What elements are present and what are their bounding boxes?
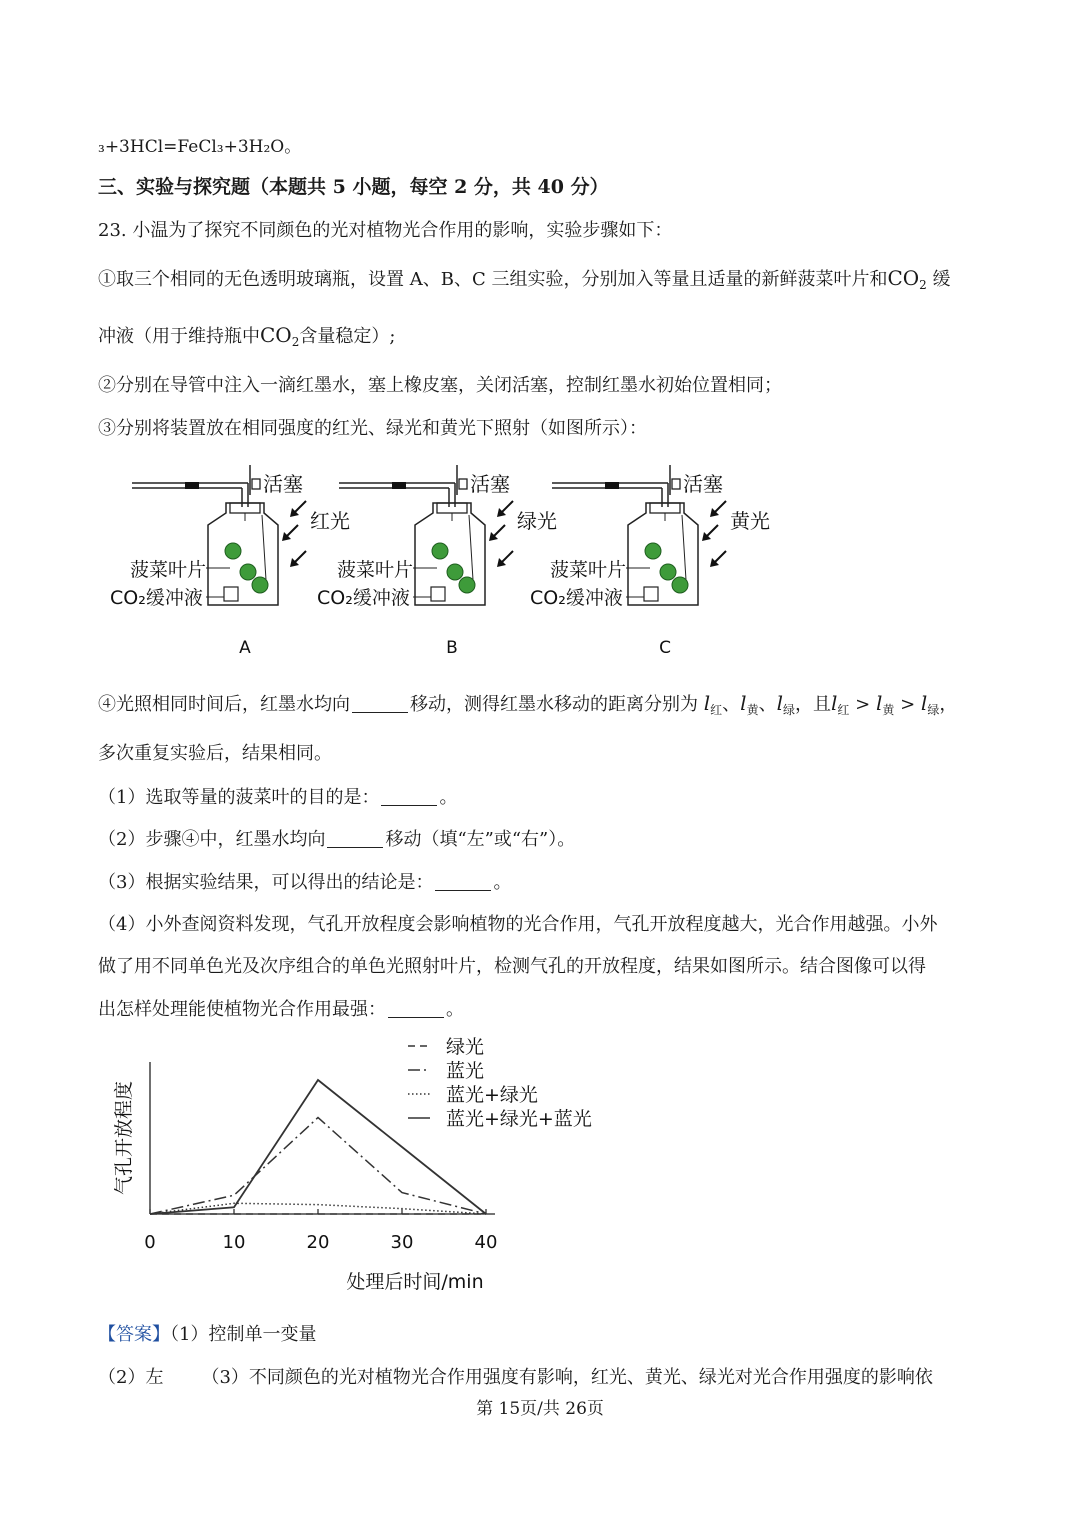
q2-text: （2）步骤④中，红墨水均向 bbox=[98, 829, 326, 850]
sub-question-4-line-2: 做了用不同单色光及次序组合的单色光照射叶片，检测气孔的开放程度，结果如图所示。结合图像可以得 bbox=[98, 956, 926, 977]
step-1-line-2 bbox=[98, 322, 395, 355]
co2-text-2: CO bbox=[260, 323, 292, 347]
sub-question-1 bbox=[98, 785, 457, 811]
stomata-chart bbox=[98, 1028, 658, 1303]
setup-label: C bbox=[659, 638, 671, 658]
x-tick-label: 0 bbox=[144, 1232, 156, 1253]
q3-period: 。 bbox=[493, 872, 512, 893]
co2-subscript-2: 2 bbox=[291, 335, 300, 349]
step-1-text: ①取三个相同的无色透明玻璃瓶，设置 A、B、C 三组实验，分别加入等量且适量的新鲜菠菜叶片和 bbox=[98, 269, 888, 290]
q4-text: 出怎样处理能使植物光合作用最强： bbox=[98, 999, 386, 1020]
answer-tag: 【答案】 bbox=[98, 1324, 170, 1345]
sub-question-4-line-1: （4）小外查阅资料发现，气孔开放程度会影响植物的光合作用，气孔开放程度越大，光合作用越强。小外 bbox=[98, 914, 938, 935]
tube-inside bbox=[469, 515, 473, 580]
label-valve: 活塞 bbox=[263, 472, 303, 496]
setup-c bbox=[530, 465, 770, 658]
answer-1: （1）控制单一变量 bbox=[170, 1324, 317, 1345]
sub-question-4-line-3 bbox=[98, 997, 464, 1023]
spinach-leaf bbox=[240, 564, 256, 580]
step-4-text: ④光照相同时间后，红墨水均向 bbox=[98, 694, 350, 715]
y-axis-label: 气孔开放程度 bbox=[113, 1080, 135, 1196]
sep-1: 、 bbox=[722, 694, 741, 715]
var-l: l bbox=[920, 691, 928, 715]
sep-2: 、 bbox=[758, 694, 777, 715]
x-tick-label: 40 bbox=[474, 1232, 498, 1253]
step-4-line-2: 多次重复实验后，结果相同。 bbox=[98, 743, 332, 764]
step-4-text-2: 移动，测得红墨水移动的距离分别为 bbox=[410, 694, 698, 715]
series-line-1 bbox=[150, 1118, 486, 1214]
answer-blank bbox=[381, 787, 437, 806]
label-leaf: 菠菜叶片 bbox=[337, 559, 414, 581]
setup-label: A bbox=[239, 638, 251, 658]
step-1-end: 含量稳定）; bbox=[299, 326, 396, 347]
var-l: l bbox=[831, 691, 838, 715]
co2-subscript: 2 bbox=[919, 278, 927, 292]
step-4-comma: ， bbox=[939, 694, 958, 715]
bottle bbox=[415, 503, 485, 605]
answer-line-2 bbox=[98, 1365, 933, 1391]
bottle bbox=[628, 503, 698, 605]
answer-2: （2）左 bbox=[98, 1367, 164, 1388]
sub-question-3 bbox=[98, 870, 511, 896]
bottle bbox=[208, 503, 278, 605]
step-1-tail: 缓 bbox=[926, 269, 951, 290]
spinach-leaf bbox=[447, 564, 463, 580]
x-tick-label: 20 bbox=[306, 1232, 330, 1253]
sub-green: 绿 bbox=[927, 703, 940, 717]
label-leaf: 菠菜叶片 bbox=[550, 559, 627, 581]
tube-inside bbox=[682, 515, 686, 580]
sub-green: 绿 bbox=[782, 703, 795, 717]
buffer-container bbox=[224, 587, 238, 601]
stopper bbox=[437, 503, 467, 513]
buffer-container bbox=[431, 587, 445, 601]
label-light: 红光 bbox=[310, 509, 350, 533]
answer-blank bbox=[388, 999, 444, 1018]
answer-blank bbox=[435, 872, 491, 891]
label-buffer: CO₂缓冲液 bbox=[317, 587, 410, 609]
step-1-line-1 bbox=[98, 265, 951, 298]
spinach-leaf bbox=[252, 577, 268, 593]
q1-text: （1）选取等量的菠菜叶的目的是： bbox=[98, 787, 380, 808]
sub-yellow: 黄 bbox=[746, 703, 759, 717]
label-buffer: CO₂缓冲液 bbox=[110, 587, 203, 609]
setup-label: B bbox=[446, 638, 458, 658]
answer-blank bbox=[352, 694, 408, 713]
legend-label: 蓝光 bbox=[446, 1060, 485, 1082]
legend-label: 蓝光+绿光+蓝光 bbox=[446, 1108, 592, 1130]
sub-yellow: 黄 bbox=[882, 703, 895, 717]
co2-formula-2 bbox=[260, 323, 299, 347]
buffer-container bbox=[644, 587, 658, 601]
var-l: l bbox=[875, 691, 883, 715]
legend-label: 蓝光+绿光 bbox=[446, 1084, 538, 1106]
tube-inside bbox=[262, 515, 266, 580]
setup-a bbox=[110, 465, 350, 658]
var-l: l bbox=[776, 691, 783, 715]
valve bbox=[252, 479, 260, 489]
answer-blank bbox=[327, 829, 383, 848]
var-l: l bbox=[703, 691, 711, 715]
label-valve: 活塞 bbox=[470, 472, 510, 496]
label-light: 绿光 bbox=[517, 509, 557, 533]
var-l: l bbox=[740, 691, 747, 715]
q1-period: 。 bbox=[439, 787, 458, 808]
section-title: 三、实验与探究题（本题共 5 小题，每空 2 分，共 40 分） bbox=[98, 176, 609, 198]
sub-red: 红 bbox=[837, 703, 850, 717]
spinach-leaf bbox=[660, 564, 676, 580]
label-leaf: 菠菜叶片 bbox=[130, 559, 207, 581]
spinach-leaf bbox=[645, 543, 661, 559]
series-line-3 bbox=[150, 1080, 486, 1214]
valve bbox=[459, 479, 467, 489]
spinach-leaf bbox=[432, 543, 448, 559]
label-buffer: CO₂缓冲液 bbox=[530, 587, 623, 609]
setup-b bbox=[317, 465, 557, 658]
spinach-leaf bbox=[459, 577, 475, 593]
page-footer: 第 15页/共 26页 bbox=[476, 1399, 604, 1419]
ink-drop bbox=[605, 482, 619, 489]
step-4-line-1 bbox=[98, 690, 957, 723]
x-tick-label: 30 bbox=[390, 1232, 414, 1253]
x-axis-label: 处理后时间/min bbox=[346, 1271, 484, 1293]
q2-text-2: 移动（填“左”或“右”）。 bbox=[385, 829, 576, 850]
x-tick-label: 10 bbox=[222, 1232, 246, 1253]
legend-label: 绿光 bbox=[446, 1036, 485, 1058]
answer-3: （3）不同颜色的光对植物光合作用强度有影响，红光、黄光、绿光对光合作用强度的影响依 bbox=[201, 1367, 933, 1388]
spinach-leaf bbox=[225, 543, 241, 559]
stopper bbox=[650, 503, 680, 513]
q4-period: 。 bbox=[446, 999, 464, 1020]
question-stem: 23. 小温为了探究不同颜色的光对植物光合作用的影响，实验步骤如下： bbox=[98, 220, 673, 241]
label-light: 黄光 bbox=[730, 509, 770, 533]
step-1-cont: 冲液（用于维持瓶中 bbox=[98, 326, 260, 347]
q3-text: （3）根据实验结果，可以得出的结论是： bbox=[98, 872, 434, 893]
step-3: ③分别将装置放在相同强度的红光、绿光和黄光下照射（如图所示）： bbox=[98, 418, 647, 439]
valve bbox=[672, 479, 680, 489]
gt-1: > bbox=[849, 694, 876, 715]
step-2: ②分别在导管中注入一滴红墨水，塞上橡皮塞，关闭活塞，控制红墨水初始位置相同； bbox=[98, 375, 782, 396]
ink-drop bbox=[392, 482, 406, 489]
gt-2: > bbox=[894, 694, 921, 715]
spinach-leaf bbox=[672, 577, 688, 593]
and-text: ，且 bbox=[795, 694, 831, 715]
ink-drop bbox=[185, 482, 199, 489]
co2-text: CO bbox=[887, 266, 920, 290]
co2-formula bbox=[887, 266, 926, 290]
apparatus-figure bbox=[100, 455, 800, 665]
answer-line-1 bbox=[98, 1322, 316, 1348]
stopper bbox=[230, 503, 260, 513]
formula-continuation: ₃+3HCl=FeCl₃+3H₂O。 bbox=[98, 137, 302, 157]
sub-red: 红 bbox=[710, 703, 723, 717]
label-valve: 活塞 bbox=[683, 472, 723, 496]
sub-question-2 bbox=[98, 827, 575, 853]
